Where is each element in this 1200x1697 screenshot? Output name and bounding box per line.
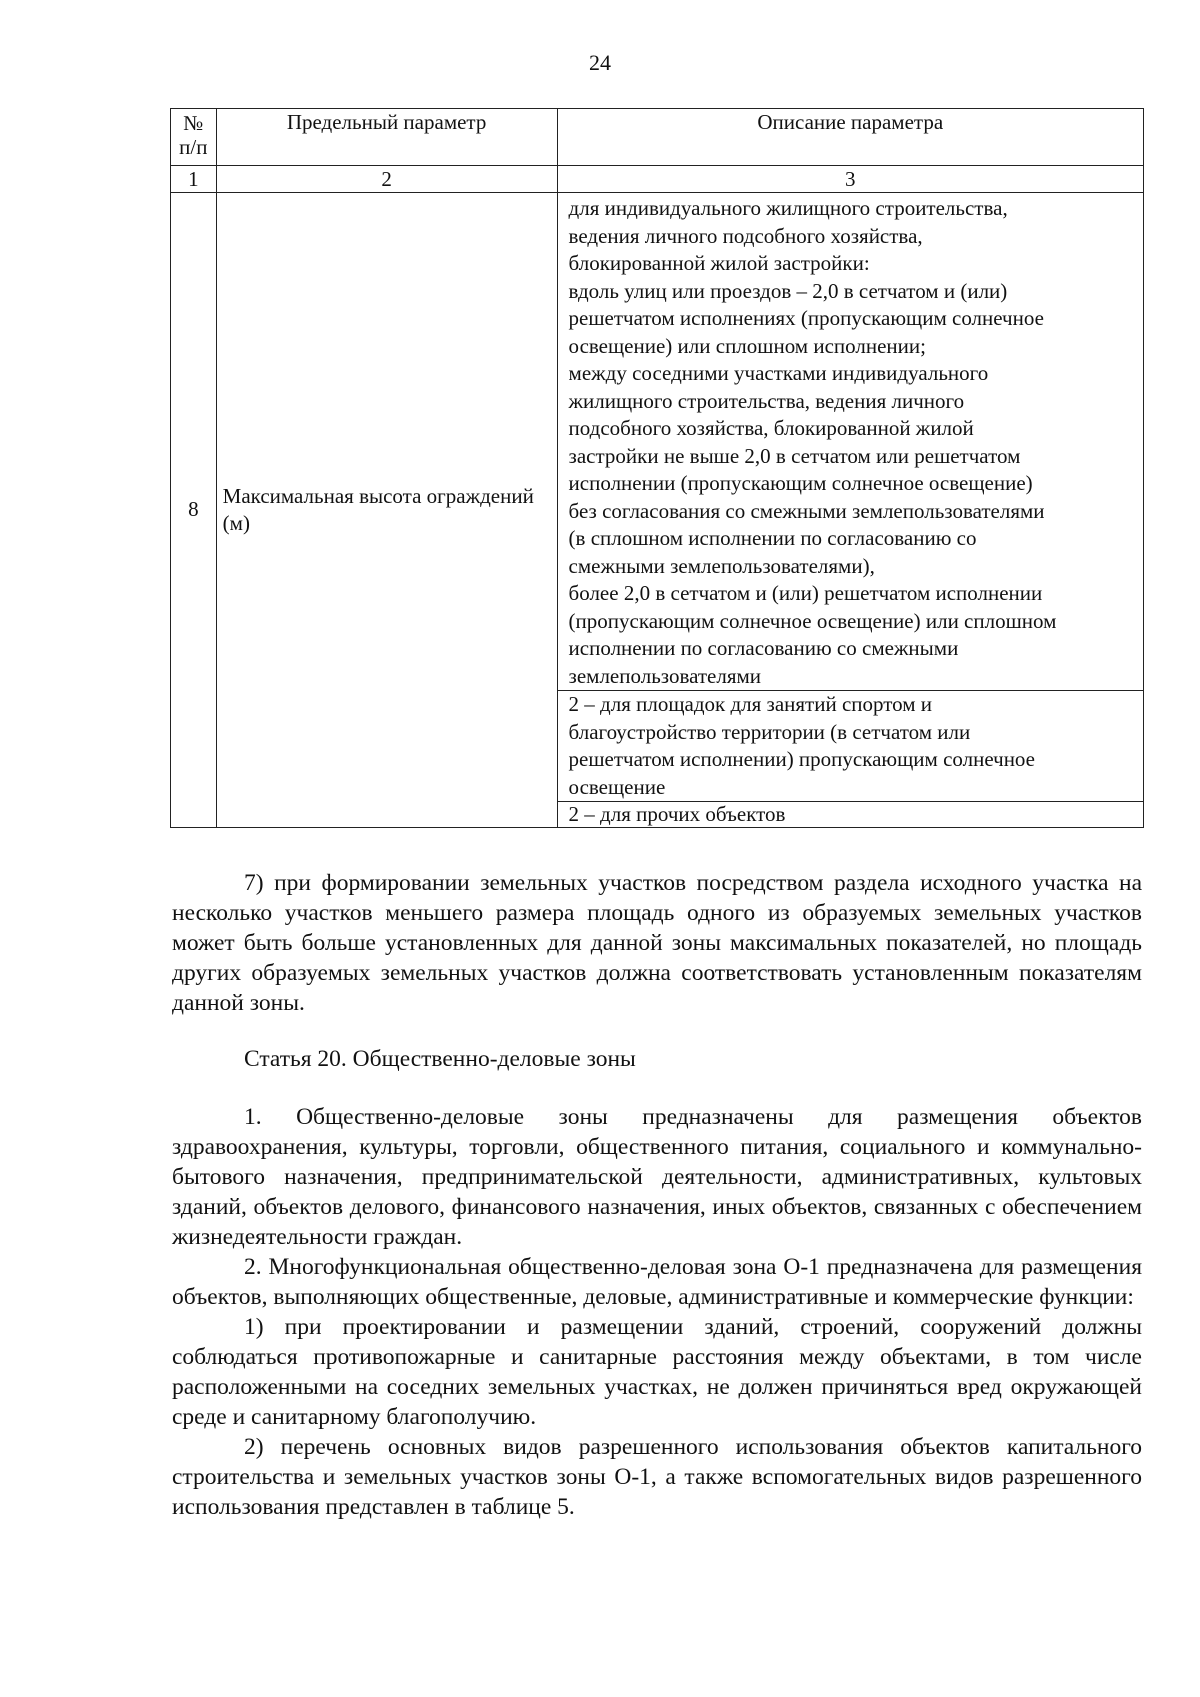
page-number: 24 bbox=[589, 50, 611, 75]
parameters-table bbox=[170, 108, 1144, 828]
index-cell-3: 3 bbox=[557, 166, 1143, 193]
index-cell-2: 2 bbox=[216, 166, 557, 193]
header-description: Описание параметра bbox=[557, 109, 1143, 166]
article-body bbox=[172, 1102, 1142, 1522]
table-index-row bbox=[171, 166, 1144, 193]
row-number: 8 bbox=[171, 193, 217, 828]
header-number: № п/п bbox=[171, 109, 217, 166]
paragraph-7: 7) при формировании земельных участков посредством раздела исходного участка на несколько участков меньшего размера площадь одного из образуемых земельных участков может быть больше установленных для данной зоны максимальных показателей, но площадь других образуемых земельных участков должна соответствовать установленным показателям данной зоны. bbox=[172, 870, 1142, 1016]
row-description-sport: 2 – для площадок для занятий спортом и благоустройство территории (в сетчатом или решетчатом исполнении) пропускающим солнечное освещение bbox=[557, 691, 1143, 802]
paragraph-2: 2. Многофункциональная общественно-деловая зона О-1 предназначена для размещения объектов, выполняющих общественные, деловые, административные и коммерческие функции: bbox=[172, 1254, 1142, 1310]
paragraph-1: 1. Общественно-деловые зоны предназначены для размещения объектов здравоохранения, культуры, торговли, общественного питания, социального и коммунально-бытового назначения, предпринимательской деятельности, административных, культовых зданий, объектов делового, финансового назначения, иных объектов, связанных с обеспечением жизнедеятельности граждан. bbox=[172, 1104, 1142, 1250]
paragraph-2-item-1: 1) при проектировании и размещении зданий, строений, сооружений должны соблюдаться противопожарные и санитарные расстояния между объектами, в том числе расположенными на соседних земельных участках, не должен причиняться вред окружающей среде и санитарному благополучию. bbox=[172, 1314, 1142, 1430]
row-description-main: для индивидуального жилищного строительства, ведения личного подсобного хозяйства, блокированной жилой застройки: вдоль улиц или проездов – 2,0 в сетчатом и (или) решетчатом исполнениях (пропускающим солнечное освещение) или сплошном исполнении; между соседними участками индивидуального жилищного строительства, ведения личного подсобного хозяйства, блокированной жилой застройки не выше 2,0 в сетчатом или решетчатом исполнении (пропускающим солнечное освещение) без согласования со смежными землепользователями (в сплошном исполнении по согласованию со смежными землепользователями), более 2,0 в сетчатом и (или) решетчатом исполнении (пропускающим солнечное освещение) или сплошном исполнении по согласованию со смежными землепользователями bbox=[557, 193, 1143, 691]
paragraph-2-item-2: 2) перечень основных видов разрешенного использования объектов капитального строительства и земельных участков зоны О-1, а также вспомогательных видов разрешенного использования представлен в таблице 5. bbox=[172, 1434, 1142, 1520]
table-header-row bbox=[171, 109, 1144, 166]
paragraph-7-block bbox=[172, 868, 1142, 1018]
article-heading: Статья 20. Общественно-деловые зоны bbox=[244, 1046, 636, 1072]
row-parameter: Максимальная высота ограждений (м) bbox=[216, 193, 557, 828]
header-parameter: Предельный параметр bbox=[216, 109, 557, 166]
table-row bbox=[171, 193, 1144, 691]
row-description-other: 2 – для прочих объектов bbox=[557, 802, 1143, 828]
index-cell-1: 1 bbox=[171, 166, 217, 193]
